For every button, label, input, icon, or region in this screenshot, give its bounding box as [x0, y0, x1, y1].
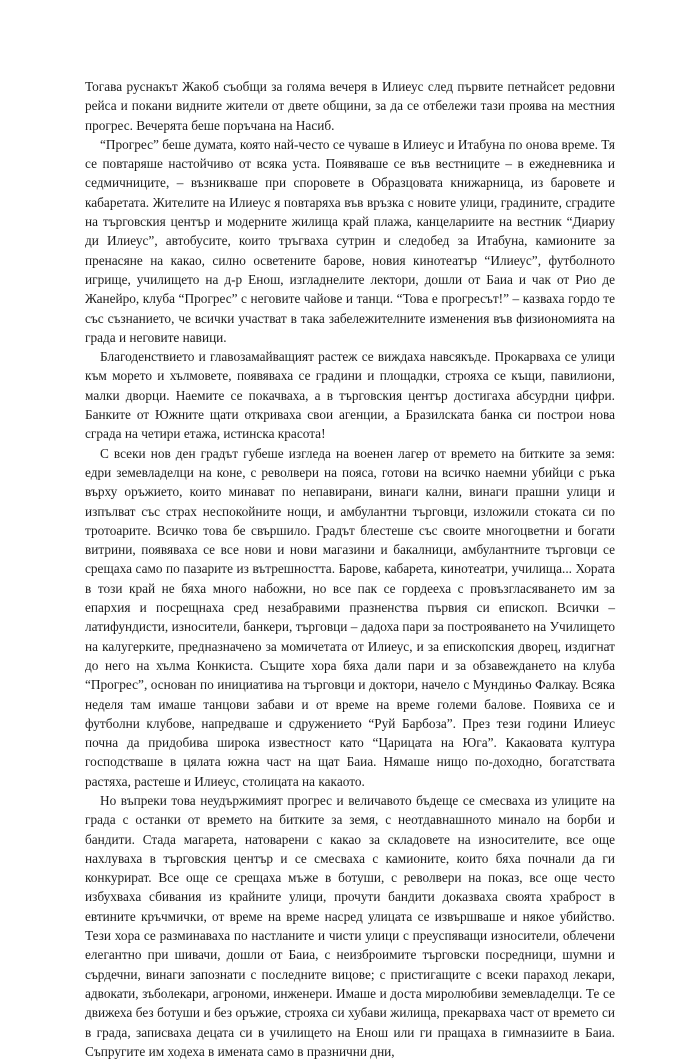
paragraph-5: Но въпреки това неудържимият прогрес и величавото бъдеще се смесваха из улиците на града с останки от времето на битките за земя, с неотдавнашното минало на борби и бандити. Стада магарета, натоварени с какао за складовете на износителите, все още нахлуваха в търговския център и се смесваха с камионите, които бяха почнали да ги конкурират. Все още се срещаха мъже в ботуши, с револвери на показ, все още често избухваха сбивания из крайните улици, прочути бандити доказваха своята храброст в евтините кръчмички, от време на време насред улицата се извършваше и някое убийство. Тези хора се разминаваха по настланите и чисти улици с преуспяващи износители, облечени елегантно при шивачи, дошли от Баиа, с неизброимите търговски посредници, шумни и сърдечни, винаги запознати с последните вицове; с пристигащите с всеки параход лекари, адвокати, зъболекари, агрономи, инженери. Имаше и доста миролюбиви земевладелци. Те се движеха без ботуши и без оръжие, строяха си хубави жилища, прекарваха част от времето си в града, записваха децата си в училището на Енош или ги пращаха в гимназиите в Баиа. Съпругите им ходеха в имената само в празнични дни, [85, 792, 615, 1059]
paragraph-2: “Прогрес” беше думата, която най-често се чуваше в Илиеус и Итабуна по онова време. Тя се повтаряше настойчиво от всяка уста. Появяваше се във вестниците – в ежедневника и седмичниците, – възникваше при споровете в Образцовата книжарница, из баровете и кабаретата. Жителите на Илиеус я повтаряха във връзка с новите улици, градините, сградите на търговския център и модерните жилища край плажа, канцелариите на вестник “Диариу ди Илиеус”, автобусите, които тръгваха сутрин и следобед за Итабуна, камионите за пренасяне на какао, силно осветените барове, новия кинотеатър “Илиеус”, футболното игрище, училището на д-р Енош, изгладнелите лектори, дошли от Баиа и чак от Рио де Жанейро, клуба “Прогрес” с неговите чайове и танци. “Това е прогресът!” – казваха гордо те със съзнанието, че всички участват в така забележителните изменения във физиономията на града и неговите навици. [85, 136, 615, 345]
paragraph-4: С всеки нов ден градът губеше изгледа на военен лагер от времето на битките за земя: едри земевладелци на коне, с револвери на пояса, готови на всичко наемни убийци с ръка върху оръжието, които минават по непавирани, винаги кални, винаги прашни улици и изпълват със страх неспокойните нощи, и амбулантни търговци, изложили стоката си по тротоарите. Всичко това бе свършило. Градът блестеше със своите многоцветни и богати витрини, появяваха се все нови и нови магазини и бакалници, амбулантните търговци се срещаха само по пазарите из вътрешността. Барове, кабарета, кинотеатри, училища... Хората в този край не бяха много набожни, но все пак се гордееха с провъзгласяването им за епархия и посрещнаха сред незабравими празненства първия си епископ. Всички – латифундисти, износители, банкери, търговци – дадоха пари за построяването на Училището на калугерките, предназначено за момичетата от Илиеус, и за епископския дворец, издигнат до него на хълма Конкиста. Същите хора бяха дали пари и за обзавеждането на клуба “Прогрес”, основан по инициатива на търговци и доктори, начело с Мундиньо Фалкау. Всяка неделя там имаше танцови забави и от време на време големи балове. Появиха се и футболни клубове, напредваше и сдружението “Руй Барбоза”. През тези години Илиеус почна да придобива широка известност като “Царицата на Юга”. Какаовата култура господстваше в цялата южна част на щат Баиа. Нямаше нищо по-доходно, богатствата растяха, растеше и Илиеус, столицата на какаото. [85, 445, 615, 789]
paragraph-3: Благоденствието и главозамайващият растеж се виждаха навсякъде. Прокарваха се улици към морето и хълмовете, появяваха се градини и площадки, строяха се къщи, павилиони, малки дворци. Наемите се покачваха, а в търговския център достигаха абсурдни цифри. Банките от Южните щати откриваха свои агенции, а Бразилската банка си построи нова сграда на четири етажа, истинска красота! [85, 349, 615, 442]
paragraph-1: Тогава руснакът Жакоб съобщи за голяма вечеря в Илиеус след първите петнайсет редовни рейса и покани видните жители от двете общини, за да се отбележи тази проява на местния прогрес. Вечерята беше поръчана на Насиб. [85, 79, 615, 133]
document-page [85, 77, 615, 1061]
